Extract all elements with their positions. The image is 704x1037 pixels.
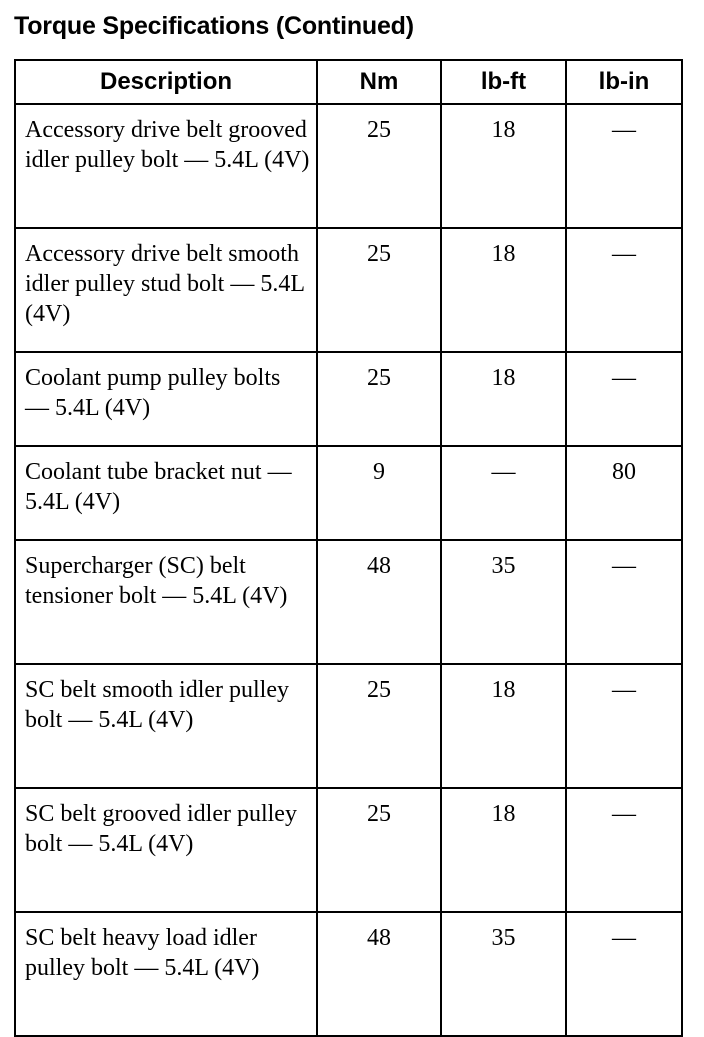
header-row (15, 60, 682, 104)
table-row (15, 446, 682, 540)
row-nm: 25 (317, 104, 441, 228)
table-row (15, 540, 682, 664)
table-row (15, 912, 682, 1036)
header-nm: Nm (317, 60, 441, 104)
header-lbin: lb-in (566, 60, 682, 104)
table-row (15, 664, 682, 788)
table-row (15, 788, 682, 912)
table-row (15, 228, 682, 352)
row-lbin: — (566, 664, 682, 788)
row-description: SC belt smooth idler pulley bolt — 5.4L (4V) (15, 664, 317, 788)
row-lbin: — (566, 912, 682, 1036)
row-lbft: 18 (441, 664, 566, 788)
row-nm: 48 (317, 912, 441, 1036)
header-lbft: lb-ft (441, 60, 566, 104)
row-description: Coolant pump pulley bolts — 5.4L (4V) (15, 352, 317, 446)
table-row (15, 104, 682, 228)
row-lbft: 18 (441, 788, 566, 912)
row-description: Coolant tube bracket nut — 5.4L (4V) (15, 446, 317, 540)
row-lbin: — (566, 104, 682, 228)
row-nm: 25 (317, 352, 441, 446)
row-lbin: — (566, 228, 682, 352)
page-title: Torque Specifications (Continued) (14, 12, 414, 40)
row-lbft: 18 (441, 228, 566, 352)
table-row (15, 352, 682, 446)
row-description: Accessory drive belt smooth idler pulley stud bolt — 5.4L (4V) (15, 228, 317, 352)
torque-spec-table (14, 59, 683, 1037)
row-description: SC belt grooved idler pulley bolt — 5.4L (4V) (15, 788, 317, 912)
row-nm: 25 (317, 664, 441, 788)
row-nm: 25 (317, 788, 441, 912)
row-lbin: — (566, 788, 682, 912)
row-nm: 48 (317, 540, 441, 664)
row-description: Supercharger (SC) belt tensioner bolt — 5.4L (4V) (15, 540, 317, 664)
row-description: Accessory drive belt grooved idler pulley bolt — 5.4L (4V) (15, 104, 317, 228)
row-lbin: — (566, 352, 682, 446)
row-lbft: 18 (441, 104, 566, 228)
row-nm: 25 (317, 228, 441, 352)
row-lbft: 35 (441, 540, 566, 664)
row-lbft: 18 (441, 352, 566, 446)
row-lbin: 80 (566, 446, 682, 540)
row-description: SC belt heavy load idler pulley bolt — 5.4L (4V) (15, 912, 317, 1036)
row-nm: 9 (317, 446, 441, 540)
row-lbft: 35 (441, 912, 566, 1036)
header-description: Description (15, 60, 317, 104)
row-lbin: — (566, 540, 682, 664)
row-lbft: — (441, 446, 566, 540)
